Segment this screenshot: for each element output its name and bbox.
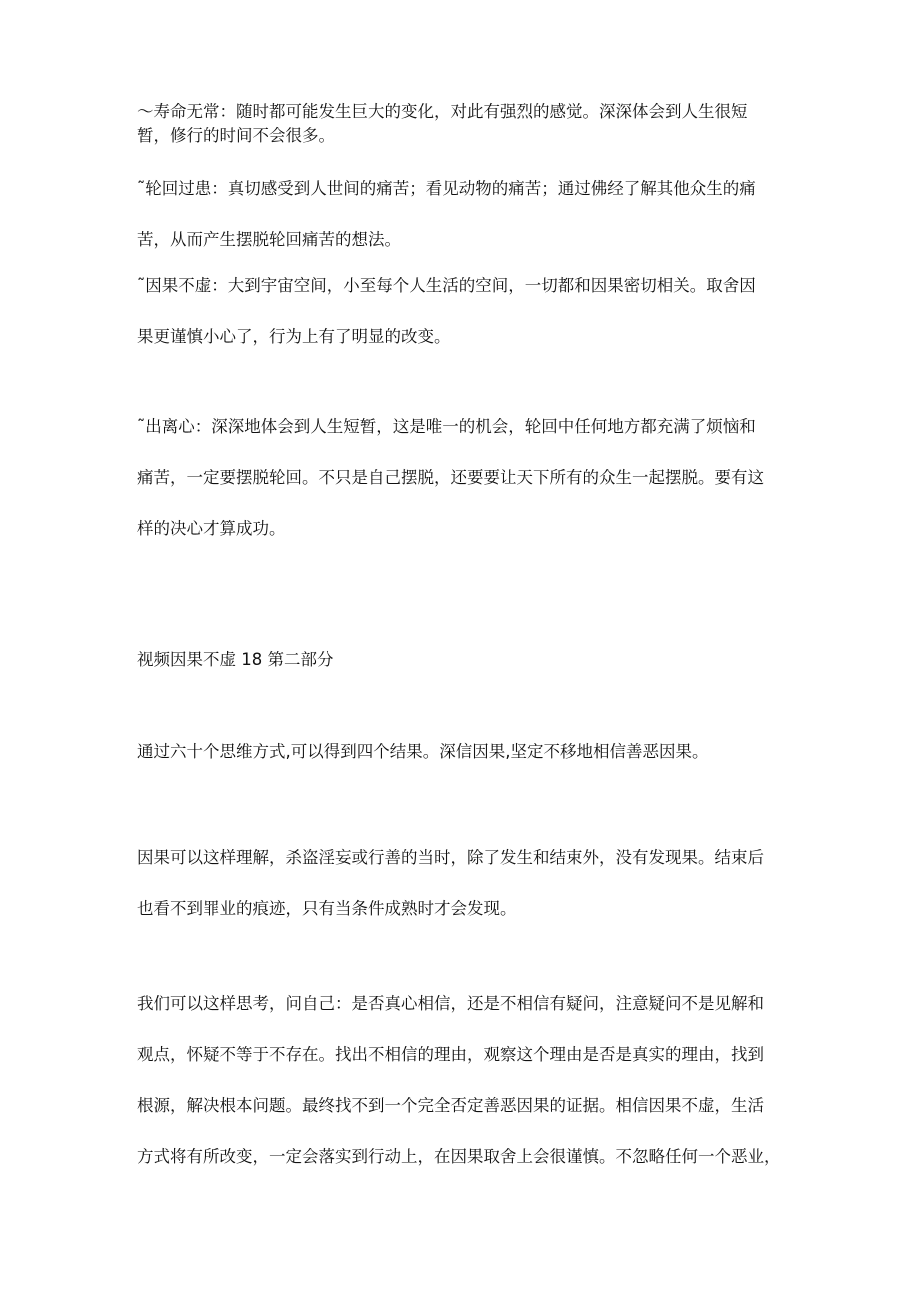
text-line: ˜因果不虚：大到宇宙空间，小至每个人生活的空间，一切都和因果密切相关。取舍因 xyxy=(137,276,756,295)
text-line: ～寿命无常：随时都可能发生巨大的变化，对此有强烈的感觉。深深体会到人生很短 xyxy=(137,102,748,121)
text-line: 果更谨慎小心了，行为上有了明显的改变。 xyxy=(137,327,451,346)
text-line: 方式将有所改变，一定会落实到行动上，在因果取舍上会很谨慎。不忽略任何一个恶业， xyxy=(137,1147,781,1166)
paragraph-impermanence xyxy=(137,100,787,148)
text-line: 我们可以这样思考，问自己：是否真心相信，还是不相信有疑问，注意疑问不是见解和 xyxy=(137,994,764,1013)
text-line: 暂，修行的时间不会很多。 xyxy=(137,126,335,145)
heading-text: 视频因果不虚 18 第二部分 xyxy=(137,650,334,669)
text-line: 通过六十个思维方式,可以得到四个结果。深信因果,坚定不移地相信善恶因果。 xyxy=(137,742,709,761)
text-line: 根源，解决根本问题。最终找不到一个完全否定善恶因果的证据。相信因果不虚，生活 xyxy=(137,1096,764,1115)
paragraph-karma xyxy=(137,260,787,362)
paragraph-reflection xyxy=(137,978,787,1182)
paragraph-understanding-karma xyxy=(137,832,787,934)
paragraph-four-results xyxy=(137,740,787,764)
text-line: 痛苦，一定要摆脱轮回。不只是自己摆脱，还要要让天下所有的众生一起摆脱。要有这 xyxy=(137,468,764,487)
text-line: 也看不到罪业的痕迹，只有当条件成熟时才会发现。 xyxy=(137,899,517,918)
paragraph-renunciation xyxy=(137,401,787,554)
text-line: ˜轮回过患：真切感受到人世间的痛苦；看见动物的痛苦；通过佛经了解其他众生的痛 xyxy=(137,179,756,198)
section-heading xyxy=(137,648,787,672)
text-line: ˜出离心：深深地体会到人生短暂，这是唯一的机会，轮回中任何地方都充满了烦恼和 xyxy=(137,417,756,436)
paragraph-samsara-suffering xyxy=(137,163,787,265)
text-line: 观点，怀疑不等于不存在。找出不相信的理由，观察这个理由是否是真实的理由，找到 xyxy=(137,1045,764,1064)
text-line: 因果可以这样理解，杀盗淫妄或行善的当时，除了发生和结束外，没有发现果。结束后 xyxy=(137,848,764,867)
text-line: 样的决心才算成功。 xyxy=(137,519,286,538)
text-line: 苦，从而产生摆脱轮回痛苦的想法。 xyxy=(137,230,401,249)
